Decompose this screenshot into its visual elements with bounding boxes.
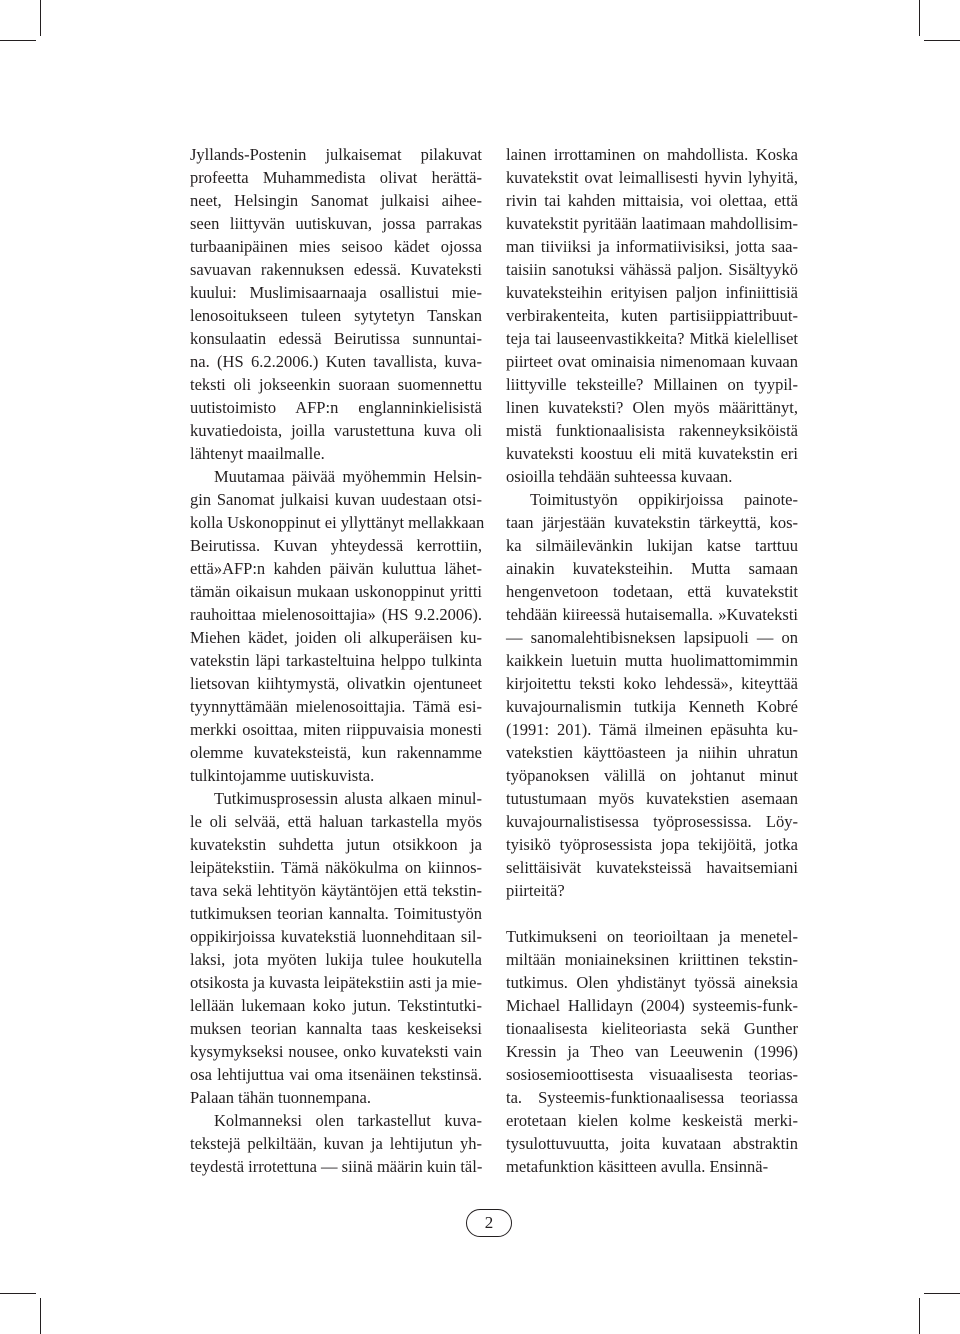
- text-line: konsulaatin edessä Beirutissa sunnuntai-: [190, 329, 482, 348]
- text-line: osa lehtijuttua vai oma itsenäinen tekstinsä.: [190, 1065, 482, 1084]
- text-line: vatekstien käyttöasteen ja niihin uhratun: [506, 743, 798, 762]
- text-line: selittäisivät kuvateksteissä havaitsemiani: [506, 858, 798, 877]
- page-number: 2: [466, 1209, 512, 1237]
- crop-mark-top-left-vertical: [40, 0, 41, 36]
- text-line: kuvajournalismin tutkija Kenneth Kobré: [506, 697, 798, 716]
- text-line: mistä funktionaalisista rakenneyksiköistä: [506, 421, 798, 440]
- text-line: Tutkimusprosessin alusta alkaen minul-: [214, 789, 482, 808]
- text-line: profeetta Muhammedista olivat herättä-: [190, 168, 482, 187]
- text-line: erotetaan kielen kolme keskeistä merki-: [506, 1111, 798, 1130]
- crop-mark-top-right-vertical: [919, 0, 920, 36]
- text-line: Tutkimukseni on teorioiltaan ja menetel-: [506, 927, 798, 946]
- text-line: ainakin kuvateksteihin. Mutta samaan: [506, 559, 798, 578]
- text-line: [506, 902, 798, 925]
- text-line: tionaalisesta kieliteoriasta sekä Gunther: [506, 1019, 798, 1038]
- text-line: kuvatekstin suhdetta jutun otsikkoon ja: [190, 835, 482, 854]
- text-line: neet, Helsingin Sanomat julkaisi aihee-: [190, 191, 482, 210]
- text-line: muksen teorian kannalta taas keskeiseksi: [190, 1019, 482, 1038]
- text-line: otsikosta ja kuvasta leipätekstiin asti ja mie-: [190, 973, 482, 992]
- text-line: tutkimus. Olen yhdistänyt työssä aineksia: [506, 973, 798, 992]
- text-line: ka silmäilevänkin lukijan katse tarttuu: [506, 536, 798, 555]
- text-line: kuvateksteihin erityisen paljon infiniittisiä: [506, 283, 798, 302]
- text-line: lähtenyt maailmalle.: [190, 444, 325, 463]
- crop-mark-bottom-right-horizontal: [924, 1293, 960, 1294]
- text-line: kuvatekstit ovat leimallisesti hyvin lyhyitä,: [506, 168, 798, 187]
- text-line: että»AFP:n kahden päivän kuluttua lähet-: [190, 559, 482, 578]
- crop-mark-bottom-left-horizontal: [0, 1293, 36, 1294]
- text-line: teydestä irrotettuna — siinä määrin kuin täl-: [190, 1157, 483, 1176]
- text-line: Kolmanneksi olen tarkastellut kuva-: [214, 1111, 482, 1130]
- text-line: teja tai lauseenvastikkeita? Mitkä kielelliset: [506, 329, 798, 348]
- text-line: tulkintojamme uutiskuvista.: [190, 766, 375, 785]
- text-line: tehdään kiireessä hutaisemalla. »Kuvateksti: [506, 605, 798, 624]
- text-line: turbaanipäinen mies seisoo kädet ojossa: [190, 237, 482, 256]
- crop-mark-top-right-horizontal: [924, 40, 960, 41]
- text-line: man tiiviiksi ja informatiivisiksi, jotta saa-: [506, 237, 798, 256]
- text-line: teksti oli jokseenkin suoraan suomennettu: [190, 375, 482, 394]
- text-line: tysulottuvuutta, joita kuvataan abstraktin: [506, 1134, 798, 1153]
- text-line: osioilla tehdään suhteessa kuvaan.: [506, 467, 733, 486]
- text-line: työpanoksen välillä on johtanut minut: [506, 766, 798, 785]
- text-line: lainen irrottaminen on mahdollista. Koska: [506, 145, 798, 164]
- text-line: Michael Hallidayn (2004) systeemis-funk-: [506, 996, 798, 1015]
- text-line: rivin tai kahden mittaisia, voi olettaa, että: [506, 191, 798, 210]
- text-line: tekstejä pelkiltään, kuvan ja lehtijutun yh-: [190, 1134, 482, 1153]
- right-text-column: [506, 143, 798, 1178]
- text-line: vatekstin läpi tarkasteltuina helppo tulkinta: [190, 651, 482, 670]
- text-line: taan järjestään kuvatekstin tärkeyttä, kos-: [506, 513, 798, 532]
- text-line: na. (HS 6.2.2006.) Kuten tavallista, kuva-: [190, 352, 482, 371]
- text-line: le oli selvää, että haluan tarkastella myös: [190, 812, 482, 831]
- text-line: kirjoitettu teksti koko lehdessä», kiteyttää: [506, 674, 798, 693]
- text-line: tutkimuksen teorian kannalta. Toimitustyön: [190, 904, 482, 923]
- text-line: hengenvetoon todetaan, että kuvatekstit: [506, 582, 798, 601]
- text-line: linen kuvateksti? Olen myös määrittänyt,: [506, 398, 798, 417]
- text-line: Muutamaa päivää myöhemmin Helsin-: [214, 467, 482, 486]
- text-line: tämän oikaisun mukaan uskonoppinut yritti: [190, 582, 482, 601]
- left-text-column: [190, 143, 485, 1178]
- text-line: liittyville teksteille? Millainen on tyypil-: [506, 375, 798, 394]
- text-line: ta. Systeemis-funktionaalisessa teoriassa: [506, 1088, 798, 1107]
- text-line: piirteet ovat ominaisia nimenomaan kuvaan: [506, 352, 798, 371]
- text-line: kuvateksti koostuu eli mitä kuvatekstin eri: [506, 444, 798, 463]
- text-line: metafunktion käsitteen avulla. Ensinnä-: [506, 1157, 769, 1176]
- text-line: Beirutissa. Kuvan yhteydessä kerrottiin,: [190, 536, 482, 555]
- text-line: miltään moniaineksinen kriittinen tekstin-: [506, 950, 798, 969]
- text-line: lellään lukemaan koko jutun. Tekstintutki-: [190, 996, 482, 1015]
- text-line: — sanomalehtibisneksen lapsipuoli — on: [506, 628, 798, 647]
- text-line: Kressin ja Theo van Leeuwenin (1996): [506, 1042, 798, 1061]
- text-line: lietsovan kiihtymystä, olivatkin ojentuneet: [190, 674, 482, 693]
- text-line: rauhoittaa mielenosoittajia» (HS 9.2.2006).: [190, 605, 482, 624]
- text-line: kaikkein luetuin mutta huolimattomimmin: [506, 651, 798, 670]
- text-line: tutustumaan myös kuvatekstien asemaan: [506, 789, 798, 808]
- text-line: kuului: Muslimisaarnaaja osallistui mie-: [190, 283, 482, 302]
- text-line: kolla Uskonoppinut ei yllyttänyt mellakkaan: [190, 513, 485, 532]
- text-line: savuavan rakennuksen edessä. Kuvateksti: [190, 260, 482, 279]
- text-line: Miehen kädet, joiden oli alkuperäisen ku-: [190, 628, 482, 647]
- text-line: (1991: 201). Tämä ilmeinen epäsuhta ku-: [506, 720, 798, 739]
- text-line: tyisikö työprosessista jopa tekijöitä, jotka: [506, 835, 798, 854]
- text-line: oppikirjoissa kuvatekstiä luonnehditaan sil-: [190, 927, 482, 946]
- text-line: seen liittyvän uutiskuvan, jossa parrakas: [190, 214, 482, 233]
- text-line: olemme kuvateksteistä, kun rakennamme: [190, 743, 482, 762]
- text-line: lenosoitukseen tuleen sytytetyn Tanskan: [190, 306, 482, 325]
- text-line: kuvatiedoista, joilla varustettuna kuva oli: [190, 421, 482, 440]
- text-line: kuvatekstit pyritään laatimaan mahdollisim-: [506, 214, 798, 233]
- text-line: leipätekstiin. Tämä näkökulma on kiinnos-: [190, 858, 482, 877]
- text-line: tyynnyttämään mielenosoittajia. Tämä esi-: [190, 697, 482, 716]
- crop-mark-bottom-left-vertical: [40, 1298, 41, 1334]
- text-line: uutistoimisto AFP:n englanninkielisistä: [190, 398, 482, 417]
- text-line: laksi, jota myöten lukija tulee houkutella: [190, 950, 482, 969]
- text-line: merkki osoittaa, miten riippuvaisia monesti: [190, 720, 482, 739]
- crop-mark-top-left-horizontal: [0, 40, 36, 41]
- text-line: Palaan tähän tuonnempana.: [190, 1088, 371, 1107]
- text-line: piirteitä?: [506, 881, 565, 900]
- text-line: sosiosemioottisesta visuaalisesta teorias-: [506, 1065, 798, 1084]
- text-line: Jyllands-Postenin julkaisemat pilakuvat: [190, 145, 482, 164]
- text-line: tava sekä lehtityön käytäntöjen että tekstin-: [190, 881, 482, 900]
- text-line: Toimitustyön oppikirjoissa painote-: [530, 490, 798, 509]
- text-line: taisiin sanotuksi vähässä paljon. Sisältyykö: [506, 260, 798, 279]
- crop-mark-bottom-right-vertical: [919, 1298, 920, 1334]
- text-line: verbirakenteita, kuten partisiippiattribuut-: [506, 306, 798, 325]
- text-line: kysymykseksi nousee, onko kuvateksti vain: [190, 1042, 482, 1061]
- text-line: kuvajournalistisessa työprosessissa. Löy-: [506, 812, 798, 831]
- text-line: gin Sanomat julkaisi kuvan uudestaan otsi-: [190, 490, 482, 509]
